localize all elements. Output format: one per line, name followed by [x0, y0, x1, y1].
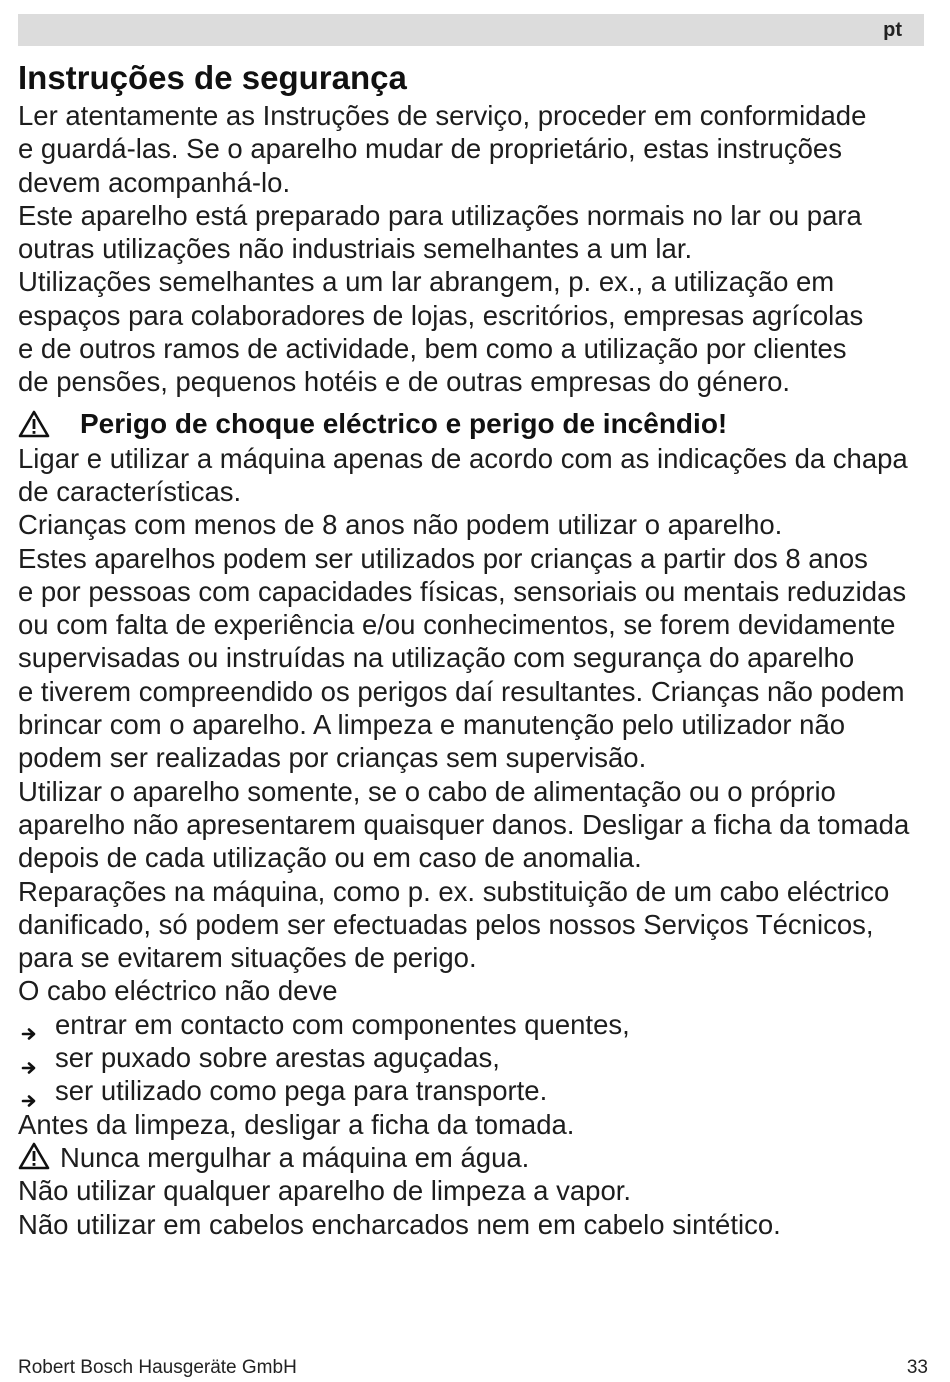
arrow-right-icon [21, 1050, 37, 1066]
document-body [18, 99, 933, 1241]
text-line: Ligar e utilizar a máquina apenas de acordo com as indicações da chapa [18, 442, 908, 474]
warning-triangle-icon [18, 410, 50, 438]
warning-heading-row [18, 407, 933, 442]
text-line: e de outros ramos de actividade, bem como a utilização por clientes [18, 333, 847, 365]
text-line: Este aparelho está preparado para utilizações normais no lar ou para [18, 199, 862, 231]
text-line: aparelho não apresentarem quaisquer danos. Desligar a ficha da tomada [18, 808, 910, 840]
warning-triangle-icon [18, 1142, 50, 1170]
list-item-text: ser puxado sobre arestas aguçadas, [55, 1042, 500, 1074]
language-code: pt [883, 19, 902, 41]
text-line: depois de cada utilização ou em caso de anomalia. [18, 842, 642, 874]
arrow-right-icon [21, 1016, 37, 1032]
text-line: Utilizações semelhantes a um lar abrangem, p. ex., a utilização em [18, 266, 835, 298]
text-line: podem ser realizadas por crianças sem supervisão. [18, 742, 647, 774]
inline-warning-text: Nunca mergulhar a máquina em água. [60, 1141, 530, 1173]
text-line: ou com falta de experiência e/ou conhecimentos, se forem devidamente [18, 609, 896, 641]
text-line: Reparações na máquina, como p. ex. substituição de um cabo eléctrico [18, 875, 890, 907]
text-line: Antes da limpeza, desligar a ficha da tomada. [18, 1108, 575, 1140]
text-line: danificado, só podem ser efectuadas pelos nossos Serviços Técnicos, [18, 908, 874, 940]
text-line: e tiverem compreendido os perigos daí resultantes. Crianças não podem [18, 675, 905, 707]
text-line: Não utilizar qualquer aparelho de limpeza a vapor. [18, 1175, 632, 1207]
list-item [18, 1041, 933, 1074]
list-item-text: entrar em contacto com componentes quentes, [55, 1008, 630, 1040]
text-line: devem acompanhá-lo. [18, 166, 291, 198]
text-line: e por pessoas com capacidades físicas, sensoriais ou mentais reduzidas [18, 575, 907, 607]
text-line: outras utilizações não industriais semelhantes a um lar. [18, 233, 693, 265]
text-line: de características. [18, 475, 242, 507]
text-line: e guardá-las. Se o aparelho mudar de proprietário, estas instruções [18, 133, 842, 165]
text-line: supervisadas ou instruídas na utilização com segurança do aparelho [18, 642, 855, 674]
warning-heading: Perigo de choque eléctrico e perigo de incêndio! [80, 408, 728, 440]
page-title: Instruções de segurança [18, 59, 407, 96]
intro-paragraph [18, 99, 933, 399]
text-line: brincar com o aparelho. A limpeza e manutenção pelo utilizador não [18, 709, 846, 741]
text-line: Não utilizar em cabelos encharcados nem em cabelo sintético. [18, 1208, 781, 1240]
text-line: Ler atentamente as Instruções de serviço, proceder em conformidade [18, 100, 867, 131]
list-item [18, 1074, 933, 1107]
header-bar [18, 14, 924, 46]
list-item [18, 1008, 933, 1041]
text-line: Utilizar o aparelho somente, se o cabo de alimentação ou o próprio [18, 775, 836, 807]
text-line: de pensões, pequenos hotéis e de outras empresas do género. [18, 366, 791, 398]
footer-company: Robert Bosch Hausgeräte GmbH [18, 1357, 297, 1378]
arrow-right-icon [21, 1083, 37, 1099]
text-line: O cabo eléctrico não deve [18, 975, 338, 1007]
list-item-text: ser utilizado como pega para transporte. [55, 1075, 548, 1107]
text-line: Estes aparelhos podem ser utilizados por crianças a partir dos 8 anos [18, 542, 868, 574]
safety-paragraph [18, 442, 933, 1008]
text-line: espaços para colaboradores de lojas, escritórios, empresas agrícolas [18, 299, 864, 331]
text-line: para se evitarem situações de perigo. [18, 942, 477, 974]
page-number: 33 [906, 1357, 928, 1378]
bullet-list [18, 1008, 933, 1108]
inline-warning [18, 1141, 933, 1174]
text-line: Crianças com menos de 8 anos não podem utilizar o aparelho. [18, 509, 783, 541]
